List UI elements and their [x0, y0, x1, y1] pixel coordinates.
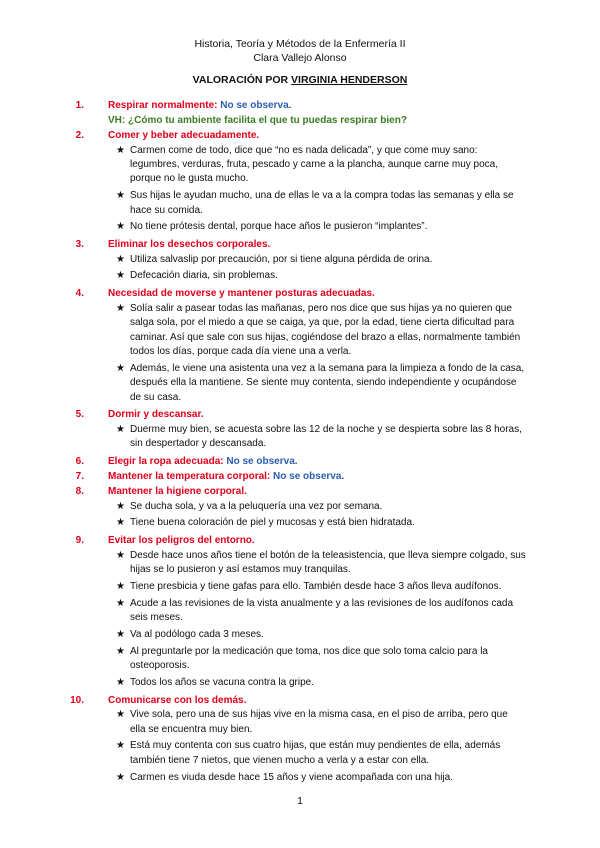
need-heading: [75, 407, 526, 422]
observation-item: [86, 220, 526, 234]
need-number: 9.: [75, 535, 84, 547]
need-heading: [70, 693, 526, 708]
need-heading: [75, 237, 526, 252]
observation-text: Sus hijas le ayudan mucho, una de ellas le va a la compra todas las semanas y ella se hace su comida.: [130, 190, 514, 216]
need-label: Mantener la higiene corporal.: [108, 486, 247, 498]
need-label: Respirar normalmente:: [108, 100, 218, 111]
header-author: Clara Vallejo Alonso: [253, 52, 347, 64]
observation-item: [86, 676, 526, 690]
need-label-wrap: [86, 469, 344, 484]
star-bullet-icon: ★: [116, 676, 125, 688]
need-label-wrap: [86, 454, 298, 469]
observation-item: [86, 189, 526, 218]
observation-list: [86, 302, 526, 405]
observation-text: Desde hace unos años tiene el botón de la teleasistencia, que lleva siempre colgado, sus hijas se lo pusieron y así estamos muy tranquilas.: [130, 549, 526, 576]
observation-list: [86, 549, 526, 691]
need-number: 3.: [75, 239, 84, 251]
observation-text: Tiene buena coloración de piel y mucosas y está bien hidratada.: [130, 517, 415, 529]
star-bullet-icon: ★: [116, 362, 125, 374]
star-bullet-icon: ★: [116, 190, 125, 202]
need-label: Mantener la temperatura corporal:: [108, 471, 271, 483]
observation-item: [86, 362, 526, 405]
need-heading: [75, 469, 526, 484]
observation-text: Además, le viene una asistenta una vez a la semana para la limpieza a fondo de la casa, después ella la mantiene. Se siente muy contenta, siendo independiente y ocupándose de su casa.: [130, 362, 525, 403]
star-bullet-icon: ★: [116, 709, 125, 721]
vh-question: VH: ¿Cómo tu ambiente facilita el que tu puedas respirar bien?: [108, 115, 407, 126]
star-bullet-icon: ★: [116, 771, 125, 783]
observation-item: [86, 500, 526, 514]
observation-text: Carmen es viuda desde hace 15 años y viene acompañada con una hija.: [130, 771, 453, 783]
need-status: No se observa.: [270, 471, 345, 483]
observation-text: Vive sola, pero una de sus hijas vive en la misma casa, en el piso de arriba, pero que ella se encuentra muy bien.: [130, 709, 508, 735]
observation-list: [86, 144, 526, 235]
observation-item: [86, 269, 526, 283]
observation-item: [86, 516, 526, 530]
need-label-wrap: [86, 128, 259, 143]
observation-text: Carmen come de todo, dice que “no es nada delicada”, y que come muy sano: legumbres, verduras, fruta, pescado y carne a la plancha, aunque carne muy poca, porque no le gusta mucho.: [130, 144, 498, 185]
star-bullet-icon: ★: [116, 549, 125, 561]
observation-item: [86, 144, 526, 187]
observation-item: [86, 253, 526, 267]
observation-text: Duerme muy bien, se acuesta sobre las 12 de la noche y se despierta sobre las 8 horas, sin despertador y descansada.: [130, 423, 522, 450]
need-label-wrap: [86, 533, 255, 548]
page-number: 1: [297, 795, 303, 807]
need-label-wrap: [86, 484, 247, 499]
observation-text: Tiene presbicia y tiene gafas para ello. También desde hace 3 años lleva audífonos.: [130, 580, 502, 592]
observation-text: Utiliza salvaslip por precaución, por si tiene alguna pérdida de orina.: [130, 253, 433, 265]
need-heading: [75, 286, 526, 301]
header-course: Historia, Teoría y Métodos de la Enfermería II: [194, 38, 406, 50]
observation-text: Acude a las revisiones de la vista anualmente y a las revisiones de los audífonos cada seis meses.: [130, 597, 514, 624]
need-heading: [75, 128, 526, 143]
need-number: 5.: [75, 409, 84, 421]
need-label-wrap: [86, 693, 246, 708]
need-label-wrap: [86, 407, 204, 422]
need-heading: [75, 454, 526, 469]
star-bullet-icon: ★: [116, 302, 125, 314]
need-number: 8.: [75, 486, 84, 498]
need-label: Evitar los peligros del entorno.: [108, 535, 255, 547]
observation-item: [86, 302, 526, 360]
need-label: Elegir la ropa adecuada:: [108, 456, 224, 468]
needs-list: [70, 98, 526, 787]
star-bullet-icon: ★: [116, 270, 125, 282]
observation-item: [86, 739, 526, 768]
need-label-wrap: [86, 98, 291, 113]
observation-list: [86, 253, 526, 284]
need-label: Comunicarse con los demás.: [108, 694, 247, 706]
need-status: No se observa.: [223, 456, 298, 468]
need-label-wrap: [86, 237, 270, 252]
star-bullet-icon: ★: [116, 221, 125, 233]
observation-item: [86, 645, 526, 674]
star-bullet-icon: ★: [116, 144, 125, 156]
observation-item: [86, 708, 526, 737]
need-status: No se observa.: [217, 100, 292, 111]
star-bullet-icon: ★: [116, 645, 125, 657]
need-label-wrap: [86, 286, 375, 301]
observation-item: [86, 423, 526, 452]
need-label: Comer y beber adecuadamente.: [108, 130, 260, 141]
star-bullet-icon: ★: [116, 423, 125, 435]
observation-text: Está muy contenta con sus cuatro hijas, que están muy pendientes de ella, además también tiene 7 nietos, que vienen mucho a verla y a estar con ella.: [130, 740, 501, 766]
star-bullet-icon: ★: [116, 740, 125, 752]
observation-text: Va al podólogo cada 3 meses.: [130, 628, 264, 640]
observation-text: Solía salir a pasear todas las mañanas, pero nos dice que sus hijas ya no quieren que salga sola, por el miedo a que se caiga, ya que, por la edad, tiene cierta dificultad para caminar. Así que sale con sus hijas, cogiéndose del brazo a ellas, normalmente también todos los días, porque cada día viene una a verla.: [130, 302, 521, 357]
star-bullet-icon: ★: [116, 500, 125, 512]
observation-item: [86, 771, 526, 785]
star-bullet-icon: ★: [116, 580, 125, 592]
star-bullet-icon: ★: [116, 253, 125, 265]
observation-text: Al preguntarle por la medicación que toma, nos dice que solo toma calcio para la osteoporosis.: [130, 645, 488, 672]
star-bullet-icon: ★: [116, 597, 125, 609]
need-number: 1.: [75, 100, 84, 111]
observation-text: Todos los años se vacuna contra la gripe.: [130, 676, 314, 688]
need-number: 4.: [75, 288, 84, 300]
observation-item: [86, 628, 526, 642]
need-number: 6.: [75, 456, 84, 468]
title-prefix: VALORACIÓN POR: [192, 74, 292, 86]
observation-text: No tiene prótesis dental, porque hace años le pusieron “implantes”.: [130, 221, 428, 233]
star-bullet-icon: ★: [116, 628, 125, 640]
need-heading: [75, 98, 526, 113]
observation-item: [86, 580, 526, 594]
star-bullet-icon: ★: [116, 517, 125, 529]
need-label: Necesidad de moverse y mantener posturas adecuadas.: [108, 288, 375, 300]
need-heading: [75, 484, 526, 499]
title-name: VIRGINIA HENDERSON: [291, 74, 408, 86]
need-label: Eliminar los desechos corporales.: [108, 239, 271, 251]
need-number: 2.: [75, 130, 84, 141]
observation-text: Se ducha sola, y va a la peluquería una vez por semana.: [130, 500, 383, 512]
need-number: 7.: [75, 471, 84, 483]
observation-list: [86, 708, 526, 785]
observation-list: [86, 423, 526, 452]
observation-item: [86, 549, 526, 578]
need-label: Dormir y descansar.: [108, 409, 204, 421]
observation-item: [86, 597, 526, 626]
observation-text: Defecación diaria, sin problemas.: [130, 270, 278, 282]
need-heading: [75, 533, 526, 548]
page-title: [0, 74, 600, 86]
need-number: 10.: [70, 694, 84, 706]
observation-list: [86, 500, 526, 531]
